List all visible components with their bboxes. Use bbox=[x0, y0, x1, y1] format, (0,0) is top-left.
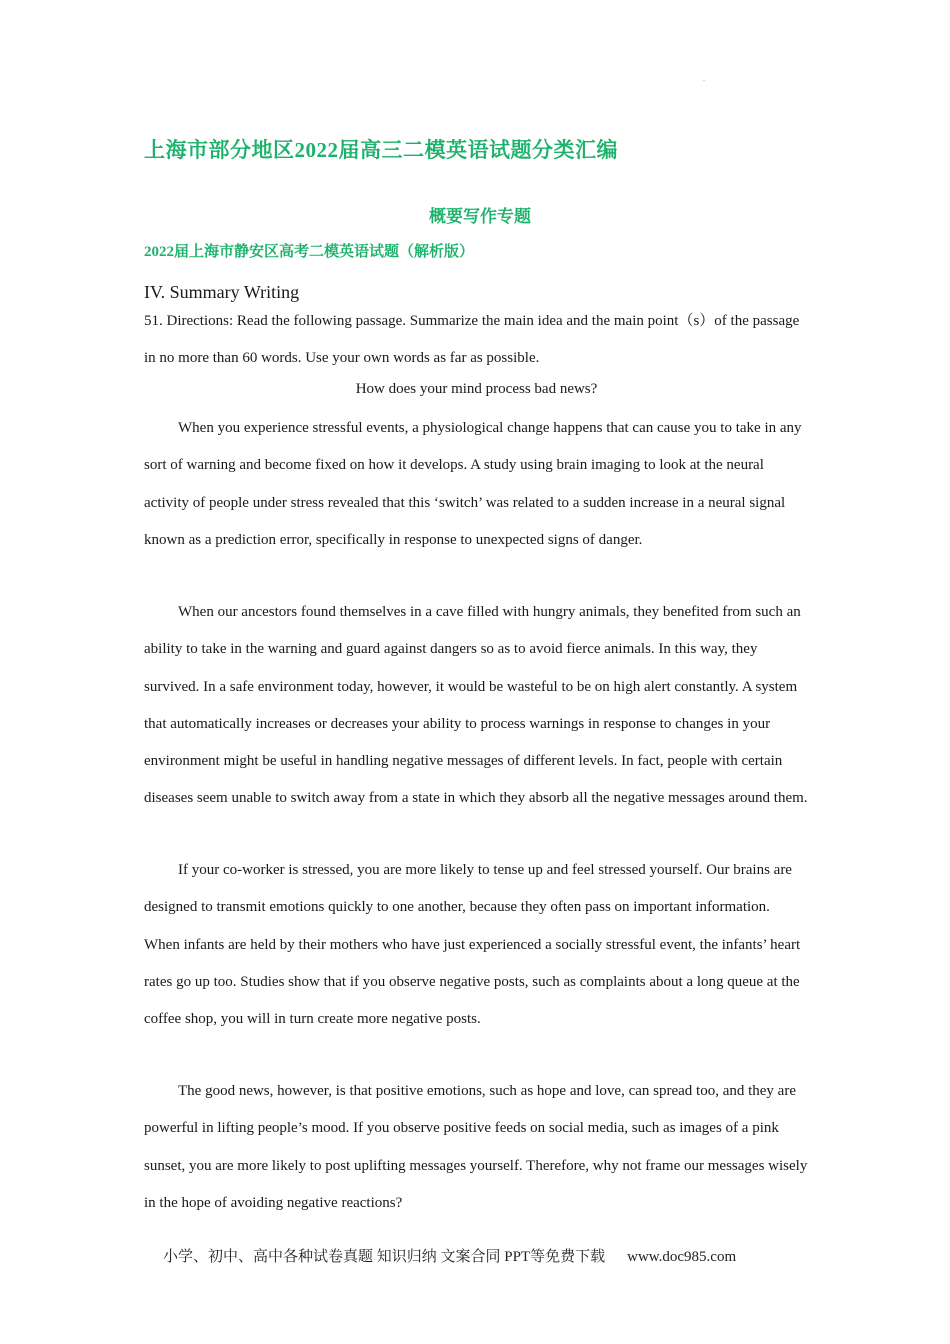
passage-paragraph-3: If your co-worker is stressed, you are more likely to tense up and feel stressed yourself. Our brains are designed to transmit emotions quickly to one another, because they often pass on important information. When infants are held by their mothers who have just experienced a socially stressful event, the infants’ heart rates go up too. Studies show that if you observe negative posts, such as complaints about a long queue at the coffee shop, you will in turn create more negative posts. bbox=[144, 862, 801, 1028]
exam-title: 2022届上海市静安区高考二模英语试题（解析版） bbox=[144, 244, 475, 260]
footer-text: 小学、初中、高中各种试卷真题 知识归纳 文案合同 PPT等免费下载 bbox=[163, 1249, 606, 1265]
footer-site-link[interactable]: www.doc985.com bbox=[627, 1249, 737, 1265]
directions-text: 51. Directions: Read the following passage. Summarize the main idea and the main point（s）of the passage in no more than 60 words. Use your own words as far as possible. bbox=[144, 313, 800, 367]
section-heading: IV. Summary Writing bbox=[144, 282, 300, 302]
document-title: 上海市部分地区2022届高三二模英语试题分类汇编 bbox=[144, 138, 618, 162]
passage-paragraph-2: When our ancestors found themselves in a cave filled with hungry animals, they benefited from such an ability to take in the warning and guard against dangers so as to avoid fierce animals. In this way, they survived. In a safe environment today, however, it would be wasteful to be on high alert constantly. A system that automatically increases or decreases your ability to process warnings in response to changes in your environment might be useful in handling negative messages of different levels. In fact, people with certain diseases seem unable to switch away from a state in which they absorb all the negative messages around them. bbox=[144, 604, 808, 807]
passage-title: How does your mind process bad news? bbox=[355, 381, 598, 397]
page-footer bbox=[163, 1245, 736, 1266]
passage-paragraph-1: When you experience stressful events, a physiological change happens that can cause you to take in any sort of warning and become fixed on how it develops. A study using brain imaging to look at the neural activity of people under stress revealed that this ‘switch’ was related to a sudden increase in a neural signal known as a prediction error, specifically in response to unexpected signs of danger. bbox=[144, 420, 802, 548]
passage-paragraph-4: The good news, however, is that positive emotions, such as hope and love, can spread too, and they are powerful in lifting people’s mood. If you observe positive feeds on social media, such as images of a pink sunset, you are more likely to post uplifting messages yourself. Therefore, why not frame our messages wisely in the hope of avoiding negative reactions? bbox=[144, 1083, 808, 1211]
topic-title: 概要写作专题 bbox=[429, 207, 531, 226]
corner-dot: . bbox=[703, 74, 705, 83]
